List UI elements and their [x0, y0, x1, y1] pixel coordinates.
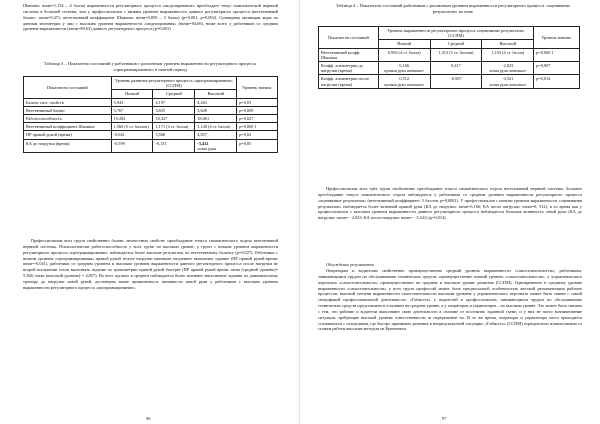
cell-low: [378, 62, 430, 75]
cell-mid: 3,655: [153, 106, 195, 114]
subheader-high: Высокий: [195, 90, 237, 98]
section-subheading: Обсуждение результатов: [326, 262, 374, 267]
table-row: [319, 62, 580, 75]
table-row: [319, 75, 580, 88]
table-row: [24, 131, 278, 139]
cell-mid: 0,417: [430, 62, 482, 75]
cell-low-note: правая рука активнее: [384, 68, 425, 74]
subheader-low: Низкий: [111, 90, 153, 98]
table-row: [24, 123, 278, 131]
cell-low: 5,943: [111, 98, 153, 106]
table-4-caption: Таблица 4 – Показатели состояний работников с различным уровнем выраженности регуляторного процесса «оценивание результатов» на ночь: [335, 3, 571, 14]
row-name: Вегетативный коэфф. Шапиша: [319, 48, 379, 61]
cell-low: [378, 75, 430, 88]
cell-high: 1,148 (4 ст. балла): [195, 123, 237, 131]
cell-high: [482, 75, 534, 88]
table-header-row: [24, 77, 278, 90]
cell-high-value: -2,823: [502, 63, 514, 69]
left-paragraph-2: Профессионалам всех групп свойственно баланс личностных свойств; преобладание тонуса симпатического отдела вегетативной нервной системы. Психологически работоспособность у всех групп на высоком уровне, у групп с низким уровнем выраженности регуляторного процесса «программирование» наблюдается более высокие результаты по вегетативному балансу (p=0,027). Работники с низким уровнем «программирования» правой рукой тесное нагрузки начинали медленнее выполнять задание (ПР правой рукой время: mean=-0,041), работники со средним уровнем и высоким уровнем выраженности данного регуляторного процесса после нагрузки во второй испытании стали выполнять задание по тремометрии правой рукой быстрее (ПР правой рукой время: mean (средний уровень)= 5,568; mean (высокий уровень) = 4,857). Во всех группах в среднем наблюдается более активное выполнение задания по динамическому тремору до нагрузки левой рукой, достоверно выше проявленность активности левой руки у работников с высоким уровнем выраженности регуляторного процесса «программирование».: [23, 238, 278, 290]
cell-mid: 1,171 (4 ст. балла): [153, 123, 195, 131]
row-name: Вегетативный баланс: [24, 106, 112, 114]
subheader-low: Низкий: [378, 40, 430, 48]
header-levels: Уровень развития регуляторного процесса «программирование» (ССПМ): [111, 77, 236, 90]
page-number-right: 97: [442, 416, 447, 421]
subheader-mid: Средний: [153, 90, 195, 98]
cell-mid: 5,568: [153, 131, 195, 139]
cell-low-value: 0,512: [399, 76, 410, 82]
table-3: [23, 76, 278, 153]
cell-high: 4,857: [195, 131, 237, 139]
cell-p: p=0,007: [534, 62, 580, 75]
page-number-left: 96: [146, 416, 151, 421]
table-row: [24, 115, 278, 123]
row-name: ПР правой рукой (время): [24, 131, 112, 139]
cell-high: [482, 62, 534, 75]
right-page: [300, 0, 600, 424]
table-3-caption: Таблица 3 – Показатели состояний у работников с различным уровнем выраженности регуляторного процесса «программирование» в ночной период: [44, 61, 256, 72]
cell-low: -0,041: [111, 131, 153, 139]
table-row: [24, 139, 278, 152]
cell-low: 0,956 (4 ст. балла): [378, 48, 430, 61]
cell-p: p=0,009: [237, 106, 278, 114]
right-paragraph-1: Профессионалам всех трёх групп свойственно преобладание тонуса симпатического отдела вегетативной нервной системы. Большее преобладание тонуса симпатического отдела наблюдается у работников со средним уровнем выраженности регуляторного процесса «оценивание результатов» (вегетативный коэффициент: 5 баллов, p=0,0001). У профессионалов с низким уровнем выраженности «оценивания результатов» наблюдается более активной правой руки (КА до нагрузки: mean=6,166; КА после нагрузки: mean=0, 512), в то время как у профессионалов с высоким уровнем выраженности данного регуляторного процесса наблюдается большая активность левой руки (КА до нагрузки: mean= - 2,823; КА после нагрузки: mean= - 3,541) (p=0,014).: [318, 186, 582, 221]
cell-low: 19,282: [111, 115, 153, 123]
cell-mid: 4,197: [153, 98, 195, 106]
cell-high: 4,263: [195, 98, 237, 106]
table-4: [318, 26, 580, 89]
cell-high: 3,628: [195, 106, 237, 114]
cell-mid: -0,131: [153, 139, 195, 152]
cell-mid: -0,507: [430, 75, 482, 88]
cell-p: p=0,014: [534, 75, 580, 88]
cell-low-note: правая рука активнее: [384, 81, 425, 87]
row-name: Баланс сист. свойств: [24, 98, 112, 106]
cell-p: p=0,05: [237, 139, 278, 152]
table-row: [319, 48, 580, 61]
cell-high-value: -3,541: [502, 76, 514, 82]
cell-p: p=0,000 1: [237, 123, 278, 131]
table-header-row: [319, 27, 580, 40]
cell-low-value: 6,166: [399, 63, 410, 69]
row-name: КА до нагрузки (время): [24, 139, 112, 152]
cell-p: p=0,000 1: [534, 48, 580, 61]
header-significance: Уровень значим.: [534, 27, 580, 49]
cell-mid: 1,313 (5 ст. баллов): [430, 48, 482, 61]
header-indicator: Показатели состояний: [24, 77, 112, 99]
cell-low: 5,767: [111, 106, 153, 114]
table-row: [24, 98, 278, 106]
cell-high: 1,103 (4 ст. балла): [482, 48, 534, 61]
cell-high: 18,061: [195, 115, 237, 123]
cell-p: p=0,03: [237, 98, 278, 106]
cell-high-note: левая рука активнее: [489, 81, 527, 87]
cell-p: p=0,027: [237, 115, 278, 123]
cell-mid: 18,327: [153, 115, 195, 123]
cell-high-value: -3,412: [197, 140, 209, 146]
cell-high-note: левая рука активнее: [489, 68, 527, 74]
row-name: Коэфф. асимметрии после нагрузки (время): [319, 75, 379, 88]
cell-low: 1,560 (5 ст. баллов): [111, 123, 153, 131]
row-name: Работоспособность: [24, 115, 112, 123]
header-levels: Уровень выраженности регуляторного процесса «оценивание результатов» (ССПМ): [378, 27, 533, 40]
header-significance: Уровень значим.: [237, 77, 278, 99]
left-paragraph-1: Шапиша: mean=1,154 – 4 балла) выраженности регуляторного процесса «моделирование» преобладает тонус симпатической нервной системы в большей степени, чем у профессионалов с низким уровнем выраженности данного регуляторного процесса (вегетативный баланс: mean=0,471; вегетативный коэффициент Шапиша: mean=0,850 – 3 балла) (p=0,001; p=0,002). Суммарная активация коры по данным телеметрии у лиц с высоким уровнем выраженности «моделирования» (mean=94,66), ниже всего у работников со средним уровнем выраженности (mean=89,63) данного регуляторного процесса (p=0,001).: [23, 3, 278, 32]
table-row: [24, 106, 278, 114]
cell-low: -0,599: [111, 139, 153, 152]
row-name: Коэфф. асимметрии до нагрузки (время): [319, 62, 379, 75]
right-paragraph-2: Операторам и водителям свойственно преимущественно средний уровень выраженности «самостоятельности»; работникам, занимающимся трудом по обслуживанию технических средств, преимущественно низкий уровень «самостоятельности»; у управленческого персонала «самостоятельность» преимущественно на среднем и высоком уровне развития (ССПМ). Одновременно в среднему уровню выраженности «самостоятельности» у всех групп профессий может быть предпосылкой особенностью жесткой регламентации рабочих процессов, высокой степени выраженности самостоятельности высоким уровнем у управленческого персонала может быть связан с самой спецификой профессиональной деятельности. «Гибкость» у водителей и профессионалов, занимающихся трудом по обслуживанию технических средств представлена в основном на среднем уровне, а у операторов и управленцев – на высоком уровне. Это может быть связано с тем, что рабочие и водители выполняют свою деятельность в отличие от постоянно заданной схеме, и у них не часто возникновение ситуации, требующие высокой уровень ответственности за перерешение их. В то же время, операторы и управленцы часто приходится сталкиваться с ситуациями, где быстро принимать решения в непредсказуемой ситуации. «Гибкость» (ССПМ) отрицательно взаимосвязана со стажем работы высоким методом на Кремлевом: [318, 268, 582, 332]
header-indicator: Показатели состояний: [319, 27, 379, 49]
cell-high: [195, 139, 237, 152]
row-name: Вегетативный коэффициент Шапиша: [24, 123, 112, 131]
subheader-high: Высокий: [482, 40, 534, 48]
cell-p: p=0,02: [237, 131, 278, 139]
cell-high-note: левая рука: [197, 145, 217, 151]
subheader-mid: Средний: [430, 40, 482, 48]
